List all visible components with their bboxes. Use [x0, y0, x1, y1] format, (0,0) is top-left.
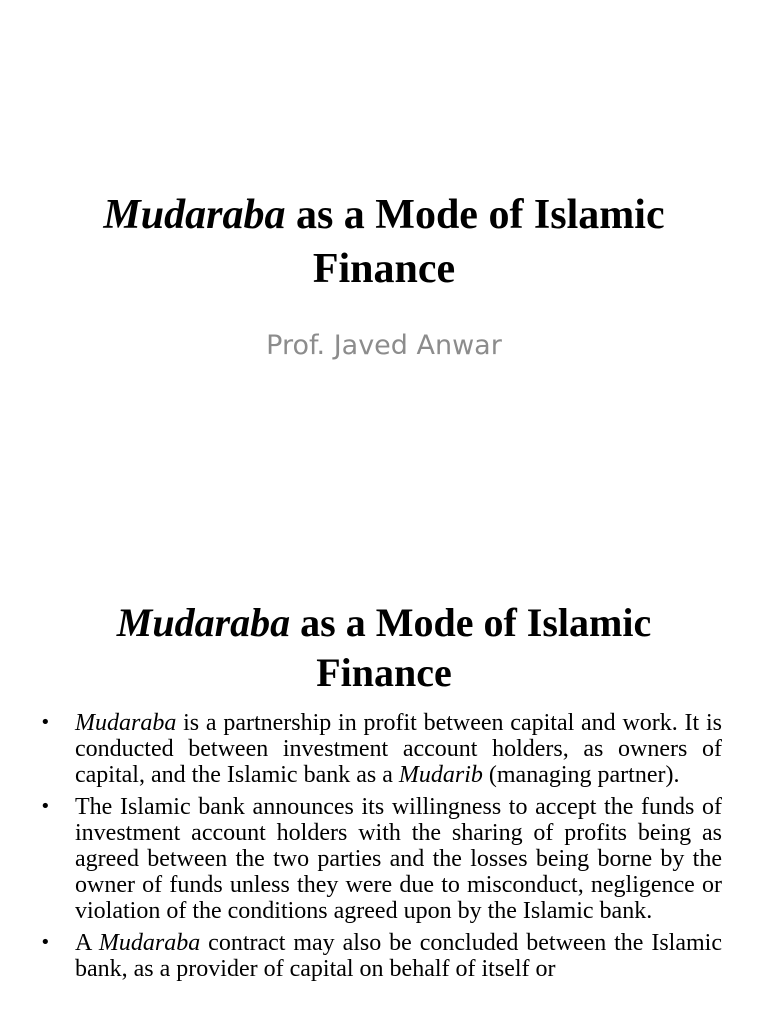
title-text-line1: as a Mode of Islamic: [290, 600, 652, 645]
italic-term: Mudarib: [398, 762, 483, 788]
bullet-text: is a partnership in profit between capital and work. It is conducted between investment account holders, as owners of capital, and the Islamic bank as a: [75, 710, 722, 788]
bullet-text: The Islamic bank announces its willingness to accept the funds of investment account holders with the sharing of profits being as agreed between the two parties and the losses being borne by the owner of funds unless they were due to misconduct, negligence or violation of the conditions agreed upon by the Islamic bank.: [75, 794, 722, 924]
bullet-text: (managing partner).: [482, 762, 680, 788]
bullet-icon: •: [40, 796, 51, 817]
title-text-line2: Finance: [316, 650, 452, 695]
bullet-item: [40, 794, 722, 924]
title-italic-term: Mudaraba: [116, 600, 291, 645]
slide-title: [0, 598, 768, 698]
bullet-text: contract may also be concluded between the Islamic bank, as a provider of capital on behalf of itself or: [75, 930, 722, 982]
bullet-item: [40, 930, 722, 982]
bullet-item: [40, 710, 722, 788]
italic-term: Mudaraba: [98, 930, 201, 956]
content-slide: [0, 576, 768, 1024]
bullet-icon: •: [40, 712, 51, 733]
slide-title: [0, 188, 768, 296]
bullet-text: A: [75, 930, 99, 956]
italic-term: Mudaraba: [75, 710, 177, 736]
bullet-list: [40, 710, 722, 988]
author-subtitle: Prof. Javed Anwar: [266, 330, 502, 361]
title-italic-term: Mudaraba: [103, 192, 286, 238]
bullet-icon: •: [40, 932, 51, 953]
title-text-line2: Finance: [312, 246, 456, 292]
title-text-line1: as a Mode of Islamic: [285, 192, 665, 238]
